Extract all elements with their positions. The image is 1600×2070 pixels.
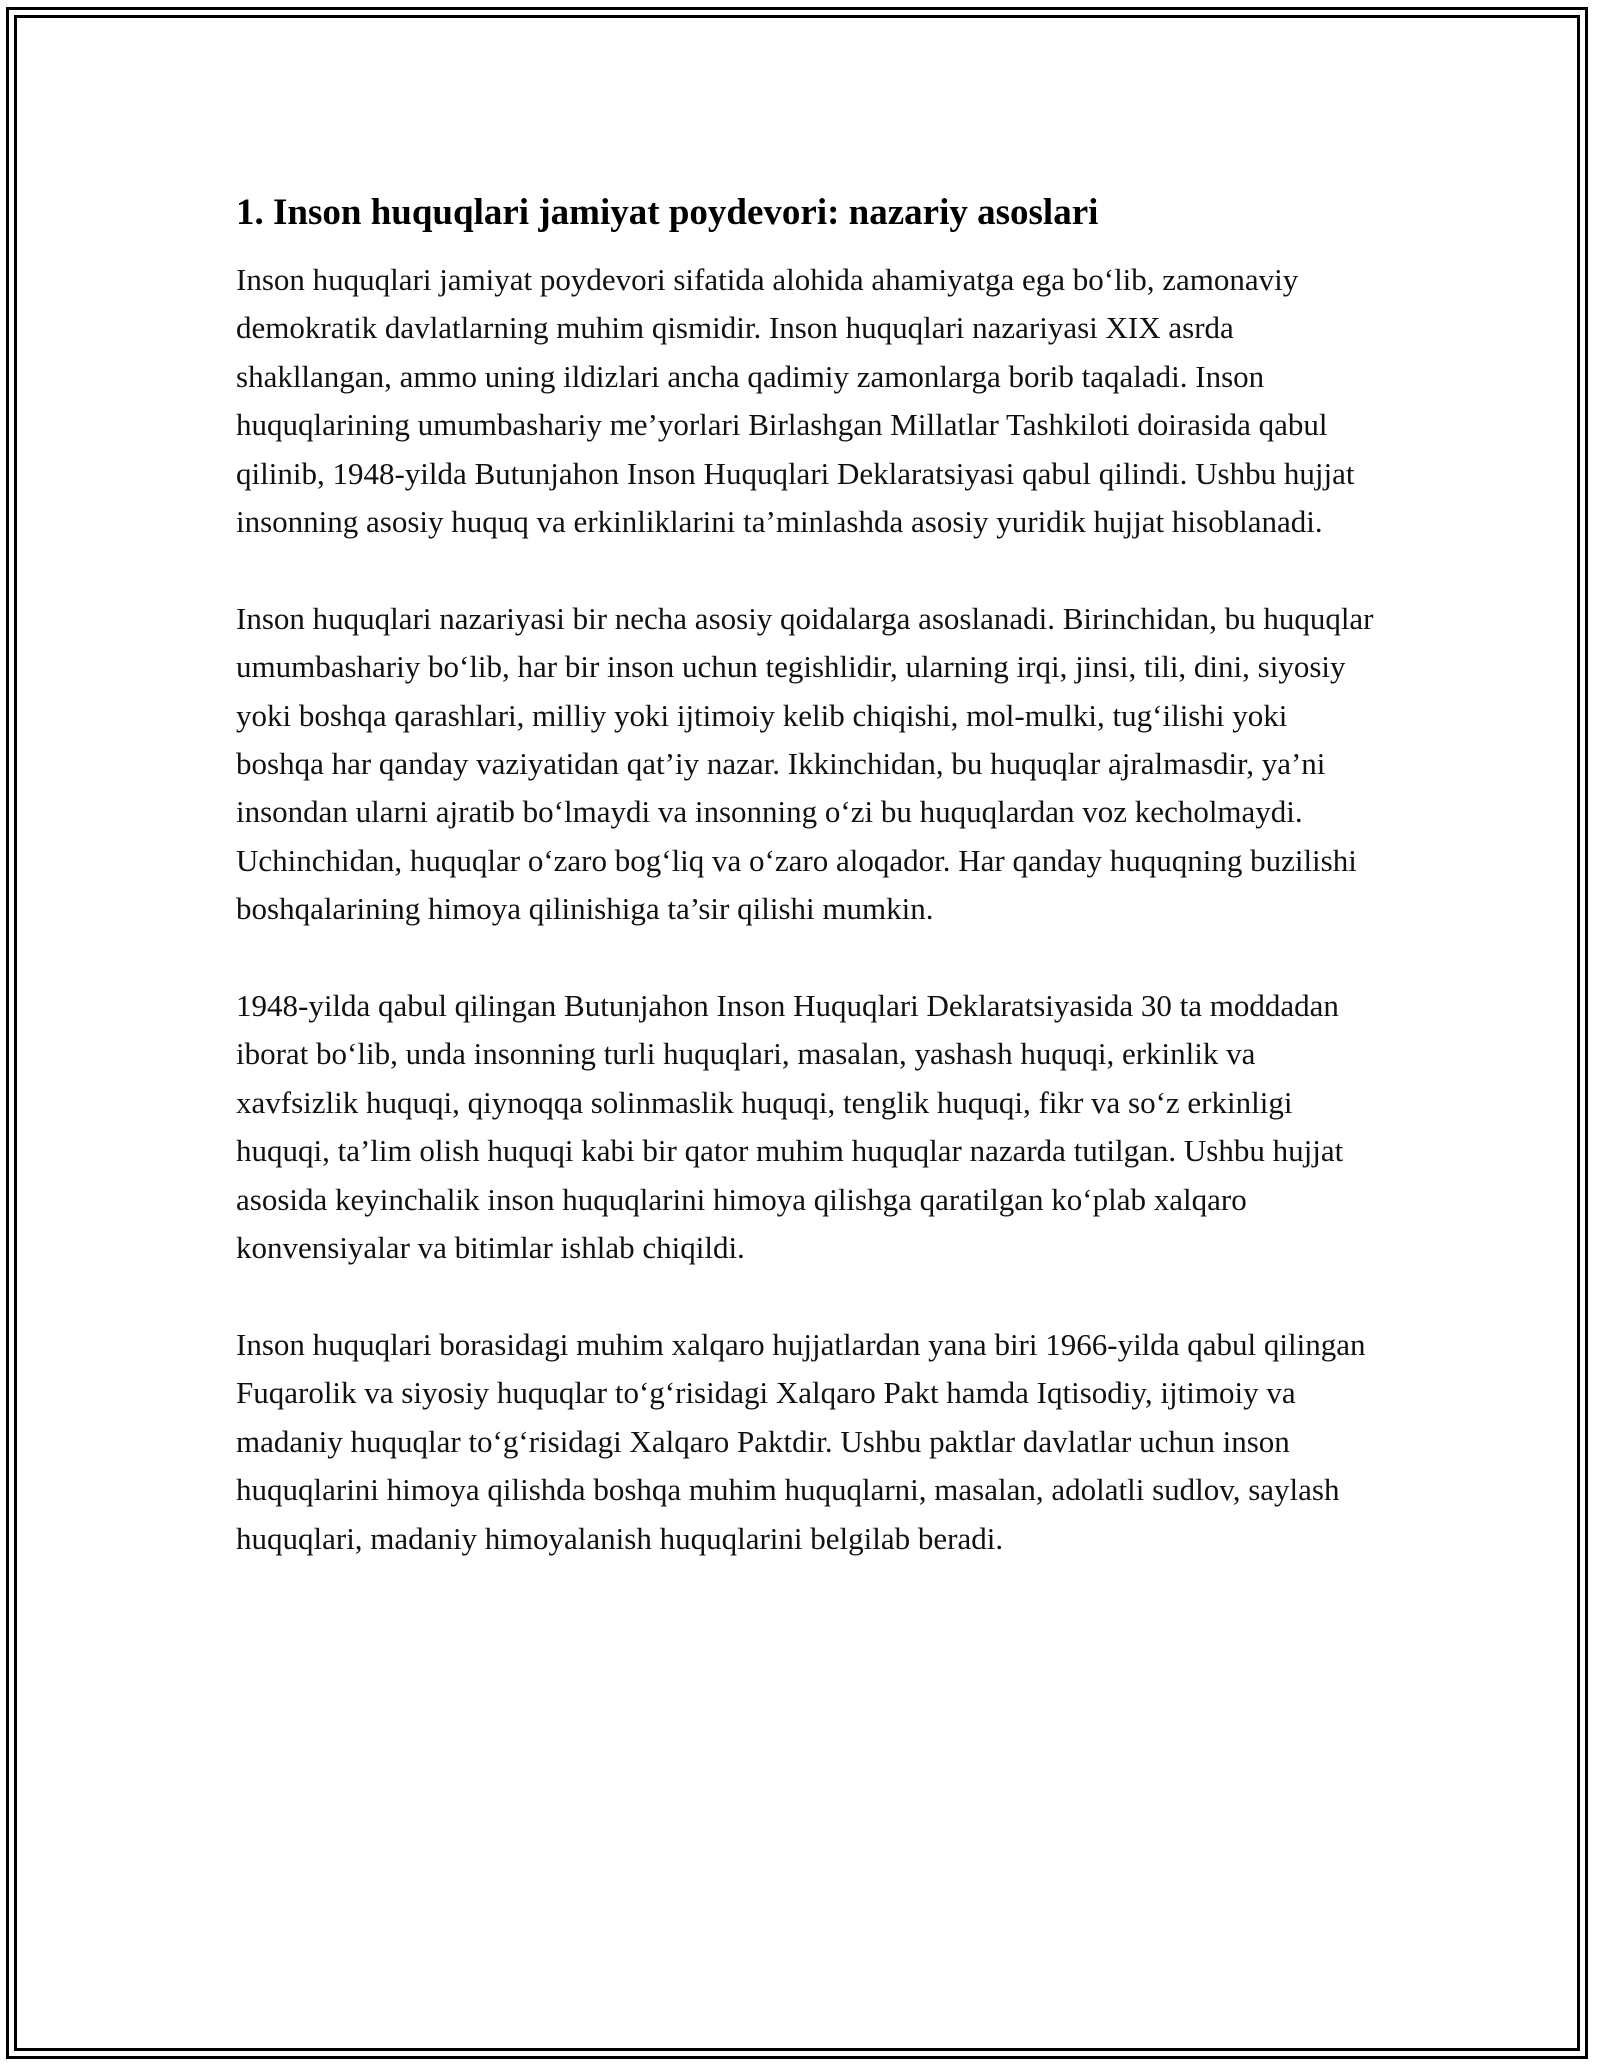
paragraph-2: Inson huquqlari nazariyasi bir necha asosiy qoidalarga asoslanadi. Birinchidan, bu huquqlar umumbashariy bo‘lib, har bir inson uchun tegishlidir, ularning irqi, jinsi, tili, dini, siyosiy yoki boshqa qarashlari, milliy yoki ijtimoiy kelib chiqishi, mol-mulki, tug‘ilishi yoki boshqa har qanday vaziyatidan qat’iy nazar. Ikkinchidan, bu huquqlar ajralmasdir, ya’ni insondan ularni ajratib bo‘lmaydi va insonning o‘zi bu huquqlardan voz kecholmaydi. Uchinchidan, huquqlar o‘zaro bog‘liq va o‘zaro aloqador. Har qanday huquqning buzilishi boshqalarining himoya qilinishiga ta’sir qilishi mumkin. <box>236 600 1374 927</box>
paragraph-4: Inson huquqlari borasidagi muhim xalqaro hujjatlardan yana biri 1966-yilda qabul qilingan Fuqarolik va siyosiy huquqlar to‘g‘risidagi Xalqaro Pakt hamda Iqtisodiy, ijtimoiy va madaniy huquqlar to‘g‘risidagi Xalqaro Paktdir. Ushbu paktlar davlatlar uchun inson huquqlarini himoya qilishda boshqa muhim huquqlarni, masalan, adolatli sudlov, saylash huquqlari, madaniy himoyalanish huquqlarini belgilab beradi. <box>236 1326 1366 1556</box>
paragraph-1: Inson huquqlari jamiyat poydevori sifatida alohida ahamiyatga ega bo‘lib, zamonaviy demokratik davlatlarning muhim qismidir. Inson huquqlari nazariyasi XIX asrda shakllangan, ammo uning ildizlari ancha qadimiy zamonlarga borib taqaladi. Inson huquqlarining umumbashariy me’yorlari Birlashgan Millatlar Tashkiloti doirasida qabul qilinib, 1948-yilda Butunjahon Inson Huquqlari Deklaratsiyasi qabul qilindi. Ushbu hujjat insonning asosiy huquq va erkinliklarini ta’minlashda asosiy yuridik hujjat hisoblanadi. <box>236 262 1355 540</box>
paragraph-3: 1948-yilda qabul qilingan Butunjahon Inson Huquqlari Deklaratsiyasida 30 ta moddadan iborat bo‘lib, unda insonning turli huquqlari, masalan, yashash huquqi, erkinlik va xavfsizlik huquqi, qiynoqqa solinmaslik huquqi, tenglik huquqi, fikr va so‘z erkinligi huquqi, ta’lim olish huquqi kabi bir qator muhim huquqlar nazarda tutilgan. Ushbu hujjat asosida keyinchalik inson huquqlarini himoya qilishga qaratilgan ko‘plab xalqaro konvensiyalar va bitimlar ishlab chiqildi. <box>236 988 1344 1266</box>
section-heading: 1. Inson huquqlari jamiyat poydevori: nazariy asoslari <box>236 192 1099 233</box>
document-body <box>236 188 1376 1611</box>
